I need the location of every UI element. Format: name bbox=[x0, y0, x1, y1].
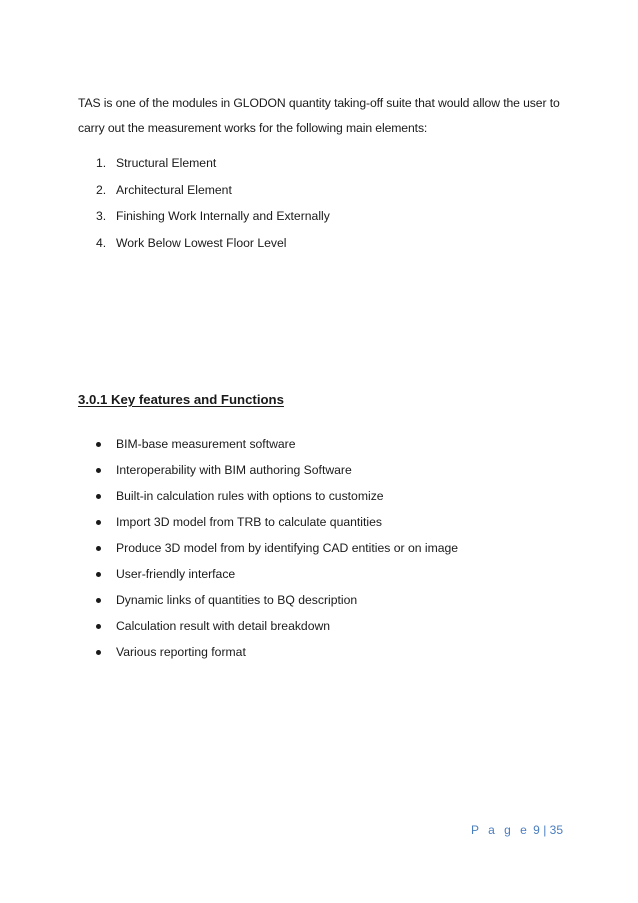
bullet-label: Built-in calculation rules with options to customize bbox=[116, 489, 384, 503]
bullet-label: Import 3D model from TRB to calculate quantities bbox=[116, 515, 382, 529]
page-footer bbox=[471, 823, 563, 837]
list-item bbox=[96, 177, 330, 204]
page-separator: | bbox=[543, 823, 547, 837]
list-item-label: Finishing Work Internally and Externally bbox=[116, 209, 330, 223]
bullet-label: Interoperability with BIM authoring Software bbox=[116, 463, 352, 477]
bullet-label: Calculation result with detail breakdown bbox=[116, 619, 331, 633]
current-page-number: 9 bbox=[533, 823, 540, 837]
list-item-label: Structural Element bbox=[116, 156, 217, 170]
bullet-item bbox=[96, 613, 458, 639]
bullet-icon bbox=[96, 494, 101, 499]
list-item-number: 1. bbox=[96, 156, 107, 170]
bullet-item bbox=[96, 431, 458, 457]
list-item bbox=[96, 150, 330, 177]
bullet-icon bbox=[96, 572, 101, 577]
features-bullet-list bbox=[96, 431, 458, 665]
bullet-label: Various reporting format bbox=[116, 645, 246, 659]
bullet-icon bbox=[96, 650, 101, 655]
section-heading: 3.0.1 Key features and Functions bbox=[78, 392, 284, 407]
bullet-item bbox=[96, 457, 458, 483]
bullet-icon bbox=[96, 546, 101, 551]
bullet-label: Produce 3D model from by identifying CAD entities or on image bbox=[116, 541, 459, 555]
bullet-icon bbox=[96, 624, 101, 629]
page-word: P a g e bbox=[471, 823, 530, 837]
intro-paragraph: TAS is one of the modules in GLODON quantity taking-off suite that would allow the user to carry out the measurement works for the following main elements: bbox=[78, 96, 560, 135]
main-elements-list bbox=[96, 150, 330, 256]
list-item-label: Work Below Lowest Floor Level bbox=[116, 235, 287, 250]
bullet-item bbox=[96, 587, 458, 613]
list-item bbox=[96, 203, 330, 230]
bullet-icon bbox=[96, 468, 101, 473]
total-pages: 35 bbox=[549, 823, 564, 837]
list-item bbox=[96, 230, 330, 257]
bullet-label: Dynamic links of quantities to BQ description bbox=[116, 593, 358, 607]
list-item-number: 4. bbox=[96, 235, 107, 250]
bullet-label: User-friendly interface bbox=[116, 567, 236, 581]
bullet-label: BIM-base measurement software bbox=[116, 437, 296, 451]
list-item-number: 3. bbox=[96, 209, 107, 223]
bullet-icon bbox=[96, 442, 101, 447]
list-item-number: 2. bbox=[96, 182, 107, 197]
bullet-icon bbox=[96, 520, 101, 525]
bullet-item bbox=[96, 561, 458, 587]
list-item-label: Architectural Element bbox=[116, 182, 232, 197]
bullet-item bbox=[96, 483, 458, 509]
bullet-item bbox=[96, 639, 458, 665]
bullet-item bbox=[96, 509, 458, 535]
bullet-item bbox=[96, 535, 458, 561]
bullet-icon bbox=[96, 598, 101, 603]
